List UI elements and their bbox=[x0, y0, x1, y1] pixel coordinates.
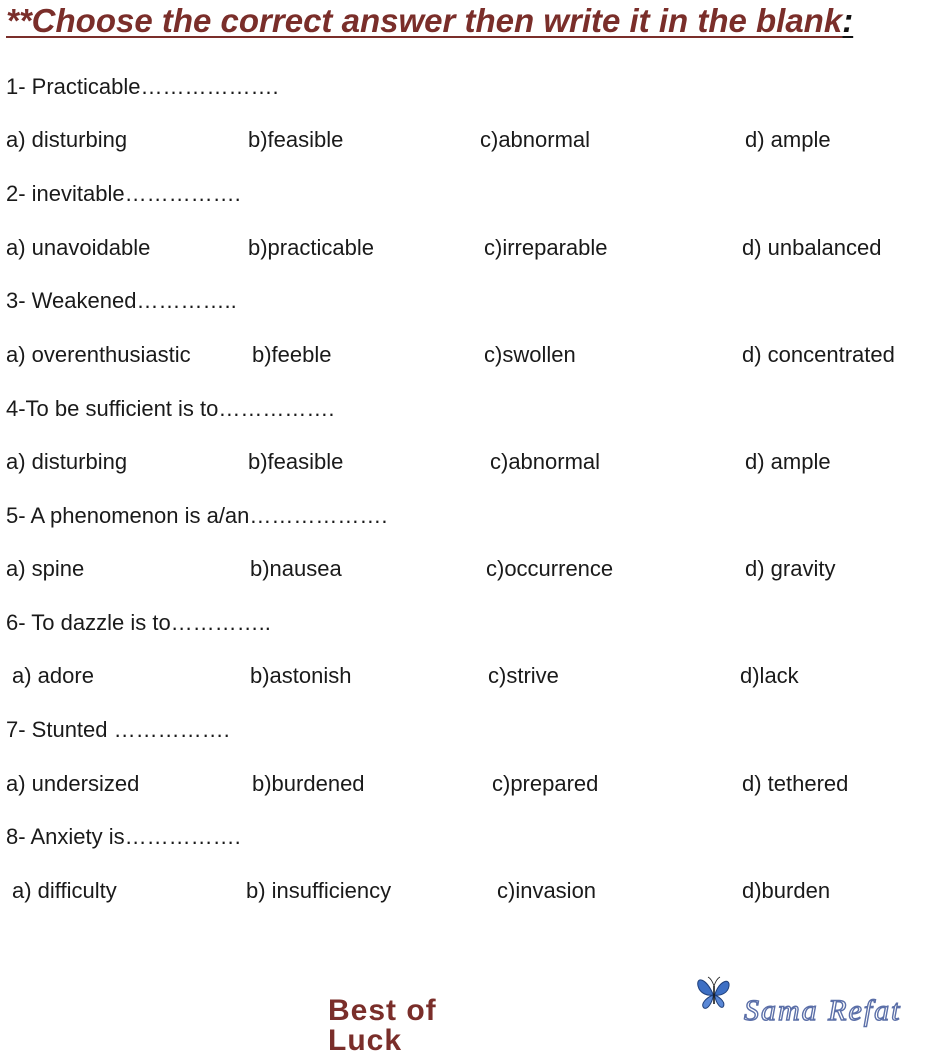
question-2-option-c: c)irreparable bbox=[484, 235, 608, 260]
question-8-option-b: b) insufficiency bbox=[246, 878, 392, 903]
question-2-option-b: b)practicable bbox=[248, 235, 374, 260]
question-1-option-b: b)feasible bbox=[248, 127, 344, 152]
question-2-prompt: 2- inevitable……………. bbox=[6, 181, 241, 206]
question-5-option-d: d) gravity bbox=[745, 556, 836, 581]
question-3-prompt: 3- Weakened………….. bbox=[6, 288, 237, 313]
question-7-option-a: a) undersized bbox=[6, 771, 140, 796]
title-colon: : bbox=[842, 2, 854, 39]
footer-author bbox=[744, 994, 934, 1027]
question-6-option-a: a) adore bbox=[12, 663, 94, 688]
question-8-option-d: d)burden bbox=[742, 878, 831, 903]
question-7-option-b: b)burdened bbox=[252, 771, 365, 796]
question-5-option-b: b)nausea bbox=[250, 556, 342, 581]
question-6-option-b: b)astonish bbox=[250, 663, 352, 688]
question-4-option-a: a) disturbing bbox=[6, 449, 128, 474]
question-1-option-a: a) disturbing bbox=[6, 127, 128, 152]
question-6-prompt: 6- To dazzle is to………….. bbox=[6, 610, 271, 635]
question-1-option-d: d) ample bbox=[745, 127, 831, 152]
question-3-option-d: d) concentrated bbox=[742, 342, 895, 367]
question-7-prompt: 7- Stunted ……………. bbox=[6, 717, 230, 742]
question-8-option-a: a) difficulty bbox=[12, 878, 117, 903]
question-7-option-c: c)prepared bbox=[492, 771, 599, 796]
question-5-prompt: 5- A phenomenon is a/an………………. bbox=[6, 503, 388, 528]
question-1-option-c: c)abnormal bbox=[480, 127, 591, 152]
footer-left-text: Best of Luck bbox=[328, 994, 437, 1057]
question-7-option-d: d) tethered bbox=[742, 771, 849, 796]
footer-right-text: Sama Refat bbox=[744, 994, 902, 1027]
question-8-option-c: c)invasion bbox=[497, 878, 597, 903]
question-4-option-b: b)feasible bbox=[248, 449, 344, 474]
question-5-option-c: c)occurrence bbox=[486, 556, 614, 581]
question-6-option-d: d)lack bbox=[740, 663, 799, 688]
question-2-option-a: a) unavoidable bbox=[6, 235, 151, 260]
question-8-prompt: 8- Anxiety is……………. bbox=[6, 824, 241, 849]
question-3-option-a: a) overenthusiastic bbox=[6, 342, 191, 367]
question-2-option-d: d) unbalanced bbox=[742, 235, 882, 260]
question-4-option-c: c)abnormal bbox=[490, 449, 601, 474]
question-1-prompt: 1- Practicable………………. bbox=[6, 74, 279, 99]
question-4-prompt: 4-To be sufficient is to……………. bbox=[6, 396, 335, 421]
footer-best-of-luck bbox=[328, 994, 518, 1057]
butterfly-icon bbox=[694, 974, 734, 1010]
worksheet-title bbox=[6, 0, 936, 44]
question-4-option-d: d) ample bbox=[745, 449, 831, 474]
title-text: **Choose the correct answer then write it in the blank bbox=[6, 2, 843, 39]
question-6-option-c: c)strive bbox=[488, 663, 559, 688]
question-3-option-c: c)swollen bbox=[484, 342, 576, 367]
question-5-option-a: a) spine bbox=[6, 556, 85, 581]
question-3-option-b: b)feeble bbox=[252, 342, 332, 367]
